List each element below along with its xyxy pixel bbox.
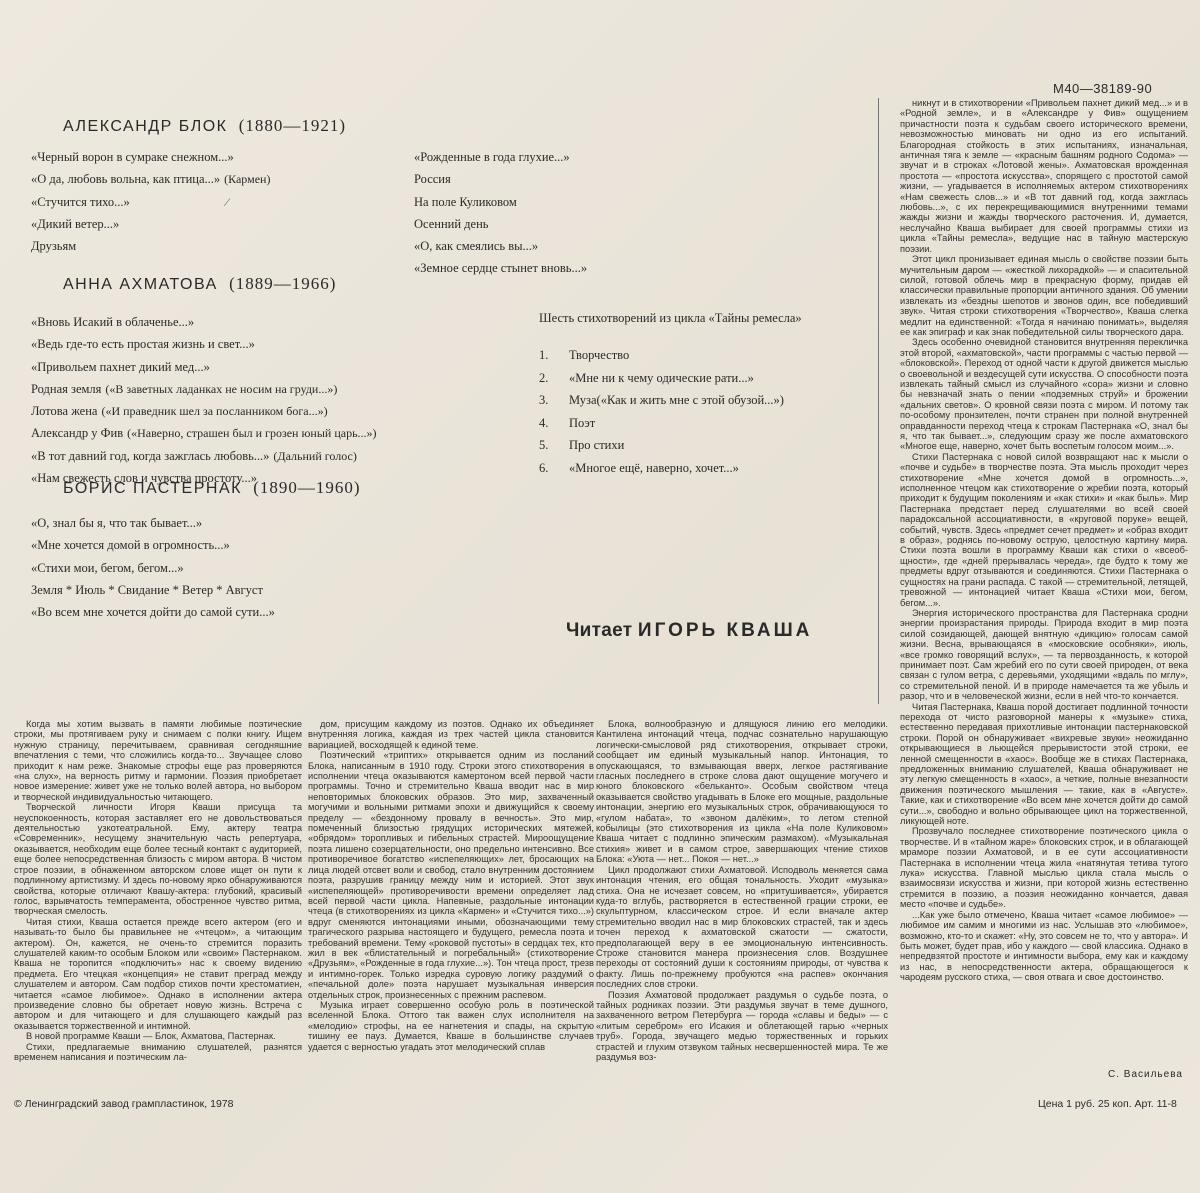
author-signature: С. Васильева bbox=[1108, 1069, 1183, 1080]
poem-subtitle: («В заветных ладанках не носим на груди...») bbox=[105, 381, 338, 396]
poem-title: Земля * Июль * Свидание * Ветер * Август bbox=[31, 582, 263, 597]
poem-subtitle: («Как и жить мне с этой обузой...») bbox=[596, 393, 784, 407]
cycle-item bbox=[539, 344, 784, 367]
akhmatova-poems bbox=[31, 311, 377, 489]
poem-title: «Мне хочется домой в огромность...» bbox=[31, 538, 230, 553]
poem-title: «Черный ворон в сумраке снежном...» bbox=[31, 150, 234, 164]
cycle-item bbox=[539, 434, 784, 457]
poem-subtitle: (Дальний голос) bbox=[273, 448, 357, 463]
poem-item bbox=[31, 534, 275, 556]
poem-item bbox=[31, 311, 377, 333]
poet-name: БОРИС ПАСТЕРНАК bbox=[63, 480, 242, 497]
pasternak-heading bbox=[63, 478, 361, 498]
poem-item bbox=[414, 235, 587, 257]
poem-item bbox=[31, 512, 275, 534]
poem-item bbox=[31, 235, 270, 257]
reader-label: Читает bbox=[566, 620, 633, 641]
poem-item bbox=[31, 146, 270, 168]
poem-subtitle: («И праведник шел за посланником бога...») bbox=[101, 404, 328, 419]
poet-years: (1880—1921) bbox=[238, 116, 347, 135]
catalog-number: М40—38189-90 bbox=[1053, 81, 1153, 96]
essay-column-3 bbox=[596, 719, 888, 1067]
poem-title: «Нам свежесть слов и чувства простоту...» bbox=[31, 471, 257, 486]
essay-paragraph: Когда мы хотим вызвать в памяти любимые поэтические строки, мы протягиваем руку и снимаем с полки книгу. Ищем нужную страницу, перечитываем, сравнивая сегодняшние впечатления с теми, что сложились когда-то... Звучащее слово приходит к нам реже. Знакомые строфы еще раз проверяются «на слух», на верность ритму и гармонии. Поэзия приобретает новое измерение: живет уже не только волей автора, но выбором и творческой индивидуальностью читающего. bbox=[14, 719, 302, 802]
poem-title: «Земное сердце стынет вновь...» bbox=[414, 261, 588, 276]
poem-title: «Во всем мне хочется дойти до самой сути...» bbox=[31, 605, 275, 620]
essay-paragraph: Здесь особенно очевидной становится внутренняя перекличка этой второй, «ахматовской», части программы с частью первой — «блоковской». Переход от одной части к другой движется мыслью о своевольной и вездесущей сути искусства. О способности поэта извлекать тайный смысл из случайного «сора» жизни и словно бы невзначай знать о пении «подземных струй» и брожении «дальних светов». О кровной связи поэта с миром. И потому так по-особому пронзителен, почти странен при полной внутренней оправданности переход чтеца к строкам Пастернака «О, знал бы я, что так бывает...», следующим сразу же после ахматовского «Многое еще, наверно, хочет быть воспетым голосом моим...». bbox=[900, 337, 1188, 452]
cycle-number: 5. bbox=[539, 438, 549, 452]
cycle-item bbox=[539, 457, 784, 480]
blok-poems-left bbox=[31, 146, 270, 257]
essay-paragraph: Читая Пастернака, Кваша порой достигает подлинной точности перехода от чисто разговорной манеры к «музыке» стиха, естественно передавая прихотливые интонации пастернаковской строки. Порой он обнаруживает «вихревые звуки» неожиданно открывающиеся в льющейся прерывистости этой строки, ее ленной смещенности в «хаос». Вообще же в стихах Пастернака, предложенных вниманию слушателей, Кваша обнаруживает не эту легкую смещенность в «хаос», а четкие, полные внезапности движения поэтического мышления — такие, как в «Августе». Такие, как и стихотворение «Во всем мне хочется дойти до самой сути...», свободно и вольно обрывающее цикл на торжественной, ликующей ноте. bbox=[900, 701, 1188, 827]
poet-years: (1889—1966) bbox=[229, 274, 337, 293]
poem-item bbox=[31, 333, 377, 355]
poem-title: Лотова жена bbox=[31, 404, 98, 419]
poem-item bbox=[31, 400, 377, 422]
poem-title: «О, как смеялись вы...» bbox=[414, 239, 539, 254]
poem-item bbox=[31, 213, 270, 235]
poem-item bbox=[31, 422, 377, 444]
poem-title: «В тот давний год, когда зажглась любовь...» bbox=[31, 448, 270, 463]
poem-item bbox=[31, 557, 275, 579]
poem-title: Родная земля bbox=[31, 381, 102, 396]
poem-title: «Многое ещё, наверно, хочет...» bbox=[569, 460, 739, 475]
poem-title: «Мне ни к чему одические рати...» bbox=[569, 370, 754, 385]
poem-item bbox=[31, 191, 270, 213]
cycle-item bbox=[539, 412, 784, 435]
poem-subtitle: («Наверно, страшен был и грозен юный царь...») bbox=[127, 426, 377, 441]
cycle-item bbox=[539, 367, 784, 390]
cycle-number: 4. bbox=[539, 415, 549, 430]
poem-subtitle: (Кармен) bbox=[224, 172, 271, 187]
poem-title: Осенний день bbox=[414, 216, 489, 231]
poem-title: «Ведь где-то есть простая жизнь и свет...» bbox=[31, 337, 255, 352]
essay-column-1 bbox=[14, 719, 302, 1067]
reader-name: ИГОРЬ КВАША bbox=[637, 620, 813, 641]
poem-title: «О да, любовь вольна, как птица...» bbox=[31, 172, 221, 187]
poem-item bbox=[414, 191, 587, 213]
column-divider bbox=[878, 98, 879, 704]
poet-name: АННА АХМАТОВА bbox=[63, 276, 218, 293]
cycle-number: 6. bbox=[539, 460, 549, 475]
poem-item bbox=[414, 257, 587, 279]
pen-mark: ⁄ bbox=[226, 195, 229, 209]
reader-credit bbox=[566, 620, 812, 642]
poem-title: «Стихи мои, бегом, бегом...» bbox=[31, 560, 184, 575]
essay-paragraph: В новой программе Кваши — Блок, Ахматова, Пастернак. bbox=[26, 1031, 276, 1042]
essay-paragraph: никнут и в стихотворении «Привольем пахнет дикий мед...» и в «Родной земле», и в «Александре у Фив» ощущением причастности поэта к судьбам своего исторического времени, невозможностью миновать ни одно из его испытаний. Благородная стойкость в этих испытаниях, изначальная, античная тяга к земле — «красным башням родного Содома» — звучат и в строках «Лотовой жены». Ахматовская врожденная простота — «простота искусства», спорящего с простотой самой жизни, — угадывается в исполняемых актером стихотворениях «Нам свежесть слов...» и «В тот давний год, когда зажглась любовь...», с их перекрещивающимися внутренними темами жажды жизни и жажды творческого расточения. И, думается, неслучайно Кваша выбирает для своей программы стихи из цикла «Тайны ремесла», ведущие нас в тайную мастерскую поэзии. bbox=[900, 98, 1188, 254]
akhmatova-cycle-list bbox=[539, 344, 784, 479]
essay-paragraph: Читая стихи, Кваша остается прежде всего актером (его и называть-то было бы правильнее не «чтецом», а читающим актером). Он, кажется, не очень-то стремится поразить слушателей каким-то особым Блоком или «своим» Пастернаком. Кваша не торопится «подключить» нас к своему видению предмета. Его чтецкая «концепция» не ставит преград между слушателем и автором. Сам подбор стихов почти хрестоматиен, читается «самое любимое». Однако в исполнении актера произведение словно бы обретает новую жизнь. Встреча с автором и для читающего и для слушающего каждый раз оказывается торжественной и интимной. bbox=[14, 916, 302, 1031]
poem-item bbox=[31, 445, 377, 467]
pasternak-poems bbox=[31, 512, 275, 623]
cycle-number: 1. bbox=[539, 348, 549, 362]
price-line: Цена 1 руб. 25 коп. Арт. 11-8 bbox=[1038, 1098, 1177, 1110]
poem-item bbox=[414, 168, 587, 190]
akhmatova-heading bbox=[63, 274, 336, 294]
essay-paragraph: Стихи, предлагаемые вниманию слушателей, разнятся временем написания и поэтическим ла- bbox=[14, 1041, 302, 1062]
poem-item bbox=[414, 146, 587, 168]
essay-column-4 bbox=[900, 98, 1188, 1068]
poem-title: Про стихи bbox=[569, 438, 625, 452]
poem-title: «Рожденные в года глухие...» bbox=[414, 150, 570, 164]
cycle-item bbox=[539, 389, 784, 412]
poem-item bbox=[31, 579, 275, 601]
essay-paragraph: Поэзия Ахматовой продолжает раздумья о судьбе поэта, о тайных родниках поэзии. Эти раздумья звучат в теме душного, захваченного ветром Петербурга — города «славы и беды» — с «литым серебром» его Исакия и облетающей гарью «черных труб». Города, звучащего медью торжественных и горьких страстей и глухим отзвуком тайных несвершенностей мира. Те же раздумья воз- bbox=[596, 989, 888, 1062]
poem-title: «Дикий ветер...» bbox=[31, 216, 120, 231]
poem-title: Александр у Фив bbox=[31, 426, 124, 441]
poem-title: «Привольем пахнет дикий мед...» bbox=[31, 359, 210, 374]
copyright-line: © Ленинградский завод грампластинок, 1978 bbox=[14, 1098, 234, 1110]
blok-heading bbox=[63, 116, 346, 136]
poem-title: «Стучится тихо...» bbox=[31, 194, 130, 209]
essay-paragraph: Блока, волнообразную и длящуюся линию его мелодики. Кантилена интонаций чтеца, подчас сознательно нарушающую логически-смысловой ряд стихотворения, открывает строки, сообщает им единый музыкальный напор. Интонация, то опускающаяся, то взмывающая вверх, легкое растягивание гласных последнего в строке слова дают ощущение могучего и юного блоковского «бельканто». Особым свойством чтеца оказывается свойство угадывать в Блоке его мощные, раздольные интонации, энергию его музыкальных строк, обрачивающуюся то «гулом набата», то «звоном далёким», то летом степной кобылицы (это стихотворения из цикла «На поле Куликовом» Кваша читает с подлинно эпическим размахом). «Музыкальная стихия» живет и в самом строе, завершающих чтение стихов Блока: «Уюта — нет... Покоя — нет...» bbox=[596, 719, 888, 865]
poem-item bbox=[414, 213, 587, 235]
cycle-number: 3. bbox=[539, 393, 549, 407]
poem-item bbox=[31, 168, 270, 190]
blok-poems-right bbox=[414, 146, 587, 280]
poem-title: Творчество bbox=[569, 348, 630, 362]
poet-years: (1890—1960) bbox=[253, 478, 361, 497]
poem-title: «Вновь Исакий в облаченье...» bbox=[31, 315, 195, 329]
poet-name: АЛЕКСАНДР БЛОК bbox=[63, 118, 228, 135]
poem-title: Друзьям bbox=[31, 239, 77, 254]
essay-paragraph: Стихи Пастернака с новой силой возвращают нас к мысли о «почве и судьбе» в творчестве поэта. Эта мысль проходит через стихотворение «Мне хочется домой в огромность...», исполненное чтецом как стихотворение о жребии поэта, который приходит к будущим поколениям и «как стихи» и «как быль». Мир Пастернака предстает перед слушателями во всей своей парадоксальной ассоциативности, в «круговой поруке» вещей, событий, чувств. Здесь «предмет сечет предмет» и «образ входит в образ», роднясь по-новому острую, целостную картину мира. Стихи поэта вошли в программу Кваши как стихи о «всеобщности», где «дней прерывалась череда», где будто к тому же предметы вдруг отзываются и соединяются. Стихи Пастернака о сущностях на грани распада. С такой — стремительной, летящей, тревожной — интонацией читает Кваша «Стихи мои, бегом, бегом...». bbox=[900, 451, 1188, 608]
essay-paragraph: Этот цикл пронизывает единая мысль о свойстве поэзии быть мучительным даром — «жесткой лихорадкой» — и спасительной силой, готовой облечь мир в прекрасную форму, придав ей классически правильные пропорции античного здания. Об умении извлекать из «бездны шепотов и звонов один, все победивший звук». Читая строки стихотворения «Творчество», Кваша слегка медлит на единственной: «Тогда я начинаю понимать», выделяя ее как эпиграф и как знак победительной силы творческого дара. bbox=[900, 254, 1188, 337]
essay-paragraph: Прозвучало последнее стихотворение поэтического цикла о творчестве. И в «тайном жаре» блоковских строк, и в облагающей мраморе поэзии Ахматовой, и в ее сути ассоциативности Пастернака в исполнении чтеца жила «натянутая тетива тугого лука» искусства. Главной мыслью цикла стала мысль о взаимосвязи искусства и жизни, при которой жизнь естественно стремится в поэзию, а поэзия неожиданно кончается, давая место «почве и судьбе». bbox=[900, 826, 1188, 910]
essay-paragraph: Энергия исторического пространства для Пастернака сродни энергии произрастания природы. Природа входит в мир поэта силой созидающей, дающей внятную «дикцию» голосам самой жизни. Весна, врывающаяся в «московские особняки», июль, «все громко говорящий вслух», — та первозданность, к которой принимает поэт. Сам жребий его по сути своей природен, от века связан с гулом ветра, с деревьями, уходящими «вдаль по мглу», со стремительной пеной. И в природе намечается та же убыль и разор, что и в человеческой жизни, если в ней что-то кончается. bbox=[900, 607, 1188, 702]
poem-title: На поле Куликовом bbox=[414, 194, 517, 209]
poem-item bbox=[31, 378, 377, 400]
poem-title: Россия bbox=[414, 172, 451, 187]
poem-item bbox=[31, 601, 275, 623]
poem-title: «О, знал бы я, что так бывает...» bbox=[31, 516, 203, 530]
cycle-title: Шесть стихотворений из цикла «Тайны ремесла» bbox=[539, 311, 802, 325]
essay-paragraph: дом, присущим каждому из поэтов. Однако их объединяет внутренняя логика, каждая из трех частей цикла становится вариацией, восходящей к единой теме. bbox=[308, 719, 594, 750]
poem-title: Поэт bbox=[569, 415, 596, 430]
poem-item bbox=[31, 356, 377, 378]
essay-column-2 bbox=[308, 719, 594, 1067]
essay-paragraph: Творческой личности Игоря Кваши присуща та неуспокоенность, которая заставляет его не довольствоваться деятельностью узкотеатральной. Ему, актеру театра «Современник», несущему значительную часть репертуара, оказывается, необходим еще более тесный контакт с аудиторией, еще более непосредственная близость с миром автора. В чистом строе поэзии, в обнаженном авторском слове ищет он пути к подлинному артистизму. И здесь по-новому ярко обнаруживаются свойства, которые отличают Квашу-актера: глубокий, красивый голос, взрывчатость темперамента, обостренное чувство ритма, творческая смелость. bbox=[14, 802, 302, 917]
poem-title: Муза bbox=[569, 393, 597, 407]
essay-paragraph: Музыка играет совершенно особую роль в поэтической вселенной Блока. Оттого так важен слух исполнителя на «мелодию» строфы, на ее нагнетения и спады, на скрытую тишину ее пауз. Думается, Кваше в большинстве случаев удается с верностью угадать этот мелодический сплав bbox=[308, 999, 594, 1052]
essay-paragraph: ...Как уже было отмечено, Кваша читает «самое любимое» — любимое им самим и многими из нас. Услышав это «любимое», возможно, кто-то и скажет: «Ну, это совсем не то, что у автора». И быть может, будет прав, ибо у каждого — свой классика. Однако в непредвзятой простоте и интимности выбора, ему как и каждому из нас, в непосредственности актера, обращающегося к чародеям русского стиха, — своя отвага и свое достоинство. bbox=[900, 909, 1188, 983]
essay-paragraph: Цикл продолжают стихи Ахматовой. Исподволь меняется сама интонация чтения, его общая тональность. Уходит «музыка» стиха. Она не исчезает совсем, но «притушивается», убирается куда-то вглубь, растворяется в естественной грации строки, ее скульптурном, классическом строе. И если вначале актер стремительно вводил нас в мир блоковских страстей, так и здесь точен переход к ахматовской сжатости — сжатости, предполагающей веру в ее эмоциональную интенсивность. Строже становится манера произнесения слов. Воздушнее переходы от состояний души к состояниям природы, от чувства к факту. Лишь по-прежнему пробуются «на распев» окончания последних слов строки. bbox=[596, 864, 888, 990]
essay-paragraph: Поэтический «триптих» открывается одним из посланий Блока, написанным в 1910 году. Строки этого стихотворения в исполнении чтеца оказываются камертоном всей первой части программы. Точно и стремительно Кваша вводит нас в мир неповторимых блоковских образов. Это мир, захваченный могучими и вольными ритмами эпохи и движущийся к своему пределу — «бездонному провалу в вечность». Это мир, помеченный близостью грядущих исторических мятежей, «обрядом» торопливых и гибельных страстей. Мироощущение поэта лишено созерцательности, оно предельно интенсивно. Все противоречивое богатство «испепеляющих» лет, бросающих на лица людей отсвет воли и свобод, стало внутренним достоянием поэта, разрушив границу между ним и историей. Этот звук «испепеляющей» противоречивости времени определяет лад всей первой части цикла. Напевные, раздольные интонации чтеца (в стихотворениях из цикла «Кармен» и «Стучится тихо...») вдруг сменяются интонациями иными, обозначающими тему трагического разрыва настоящего и будущего, ремесла поэта и требований времени. Тему «роковой пустоты» в сердцах тех, кто жил в век «блистательный и погребальный» (стихотворение «Друзьям», «Рожденные в года глухие...»). Тон чтеца прост, трезв и интимно-горек. Только изредка суровую логику раздумий о «печальной доле» поэта нарушает музыкальная инверсия отдельных строк, произнесенных с прежним распевом. bbox=[308, 750, 594, 1000]
cycle-number: 2. bbox=[539, 370, 549, 385]
